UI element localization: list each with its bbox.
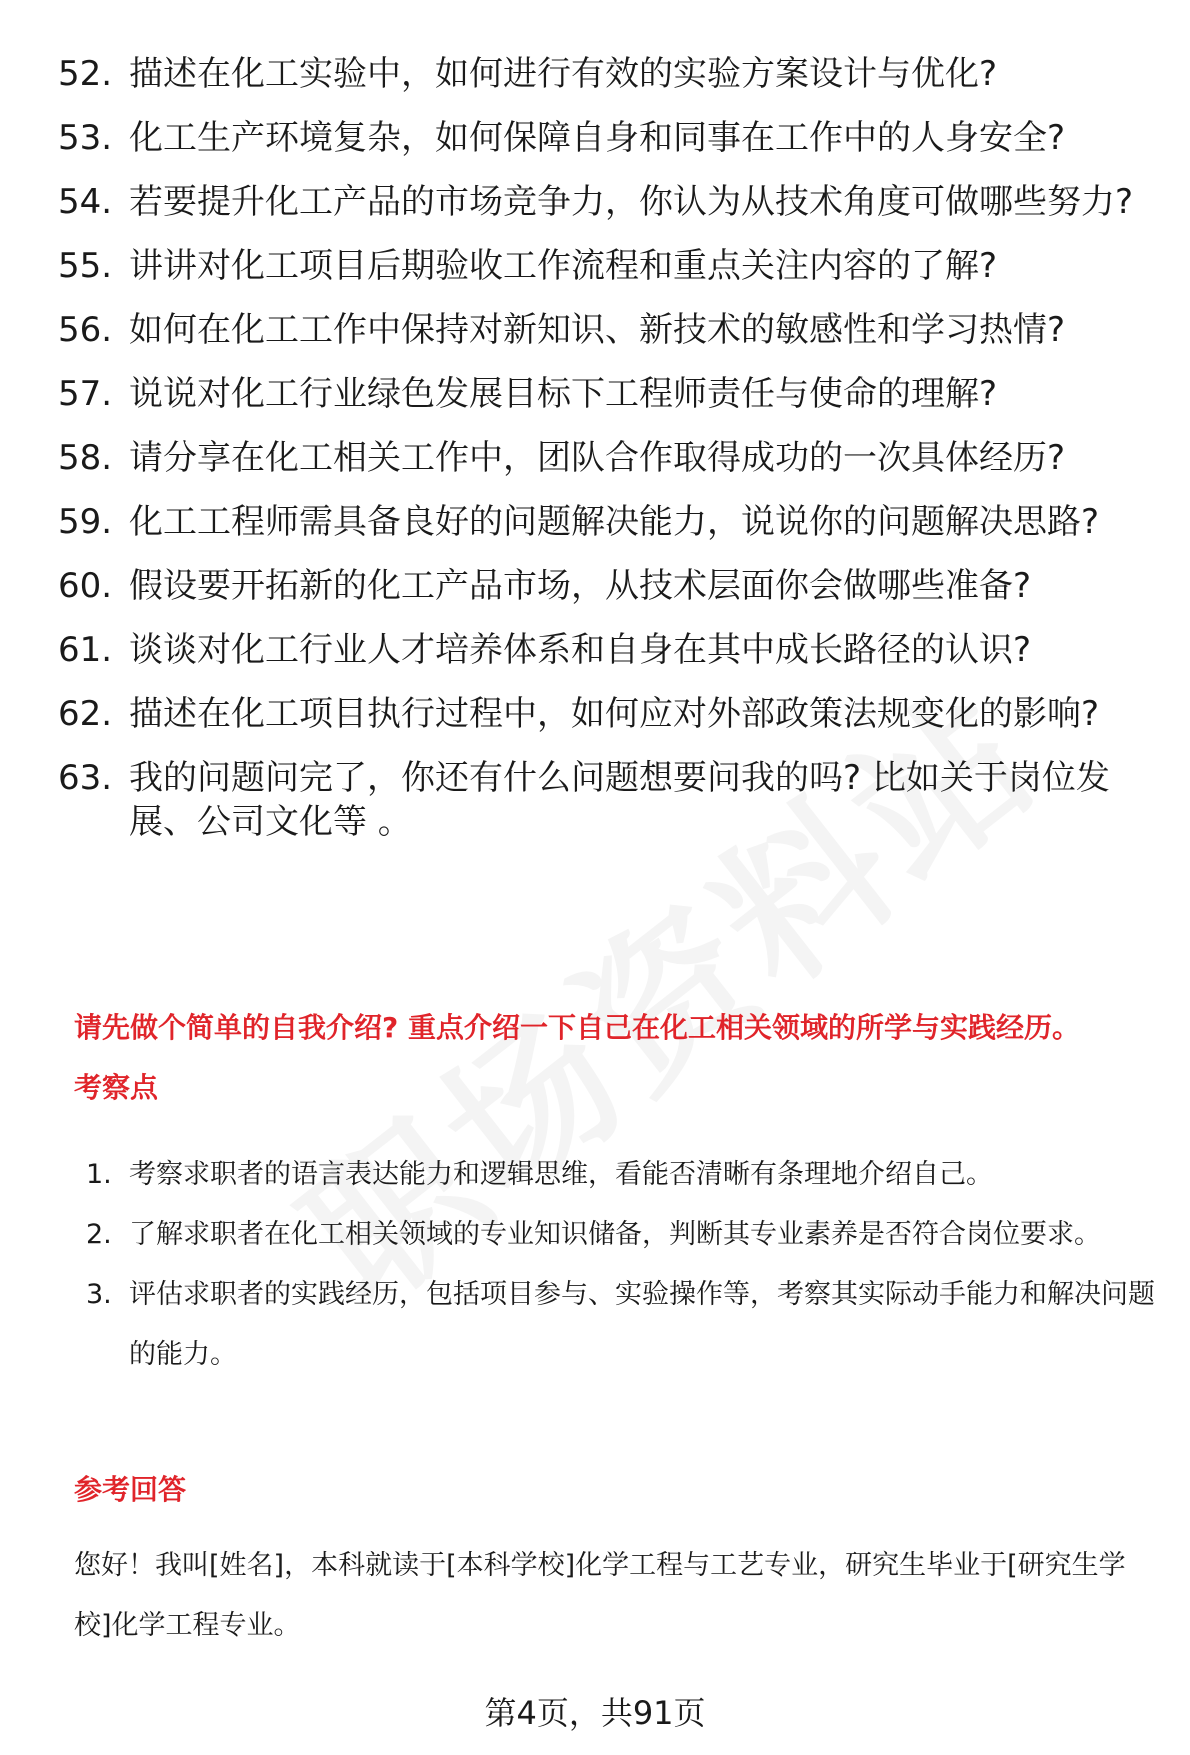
point-number: 2. — [86, 1219, 112, 1250]
question-text: 讲讲对化工项目后期验收工作流程和重点关注内容的了解? — [129, 246, 998, 286]
point-text: 了解求职者在化工相关领域的专业知识储备，判断其专业素养是否符合岗位要求。 — [129, 1219, 1101, 1250]
question-item — [58, 628, 1158, 672]
question-text: 谈谈对化工行业人才培养体系和自身在其中成长路径的认识? — [129, 630, 1032, 670]
question-text: 请分享在化工相关工作中，团队合作取得成功的一次具体经历? — [129, 438, 1066, 478]
list-item — [86, 1265, 1166, 1385]
answer-text: 您好！我叫[姓名]，本科就读于[本科学校]化学工程与工艺专业，研究生毕业于[研究生学校]化学工程专业。 — [74, 1550, 1126, 1641]
points-heading: 考察点 — [74, 1071, 159, 1104]
question-number: 52. — [58, 54, 113, 94]
question-text: 我的问题问完了，你还有什么问题想要问我的吗? 比如关于岗位发展、公司文化等 。 — [129, 758, 1110, 842]
question-item — [58, 372, 1158, 416]
question-text: 描述在化工项目执行过程中，如何应对外部政策法规变化的影响? — [129, 694, 1100, 734]
question-number: 62. — [58, 694, 113, 734]
question-list — [58, 52, 1158, 864]
question-item — [58, 308, 1158, 352]
list-item — [86, 1205, 1166, 1265]
list-item — [86, 1145, 1166, 1205]
question-number: 55. — [58, 246, 113, 286]
point-text: 评估求职者的实践经历，包括项目参与、实验操作等，考察其实际动手能力和解决问题的能力。 — [129, 1279, 1155, 1370]
question-text: 化工工程师需具备良好的问题解决能力，说说你的问题解决思路? — [129, 502, 1100, 542]
question-number: 54. — [58, 182, 113, 222]
question-number: 60. — [58, 566, 113, 606]
question-item — [58, 564, 1158, 608]
assessment-points — [86, 1145, 1166, 1385]
question-text: 假设要开拓新的化工产品市场，从技术层面你会做哪些准备? — [129, 566, 1032, 606]
question-number: 58. — [58, 438, 113, 478]
question-text: 化工生产环境复杂，如何保障自身和同事在工作中的人身安全? — [129, 118, 1066, 158]
question-text: 如何在化工工作中保持对新知识、新技术的敏感性和学习热情? — [129, 310, 1066, 350]
question-item — [58, 244, 1158, 288]
question-item — [58, 500, 1158, 544]
question-item — [58, 180, 1158, 224]
question-number: 63. — [58, 758, 113, 798]
question-item — [58, 756, 1158, 844]
question-number: 57. — [58, 374, 113, 414]
question-number: 61. — [58, 630, 113, 670]
question-number: 53. — [58, 118, 113, 158]
question-number: 56. — [58, 310, 113, 350]
answer-heading: 参考回答 — [74, 1473, 187, 1506]
question-item — [58, 436, 1158, 480]
question-text: 描述在化工实验中，如何进行有效的实验方案设计与优化? — [129, 54, 998, 94]
page-footer: 第4页，共91页 — [484, 1694, 706, 1732]
question-text: 若要提升化工产品的市场竞争力，你认为从技术角度可做哪些努力? — [129, 182, 1134, 222]
question-text: 说说对化工行业绿色发展目标下工程师责任与使命的理解? — [129, 374, 998, 414]
question-item — [58, 52, 1158, 96]
section-title: 请先做个简单的自我介绍? 重点介绍一下自己在化工相关领域的所学与实践经历。 — [74, 1011, 1080, 1044]
point-number: 3. — [86, 1279, 112, 1310]
question-number: 59. — [58, 502, 113, 542]
point-text: 考察求职者的语言表达能力和逻辑思维，看能否清晰有条理地介绍自己。 — [129, 1159, 993, 1190]
question-item — [58, 116, 1158, 160]
point-number: 1. — [86, 1159, 112, 1190]
question-item — [58, 692, 1158, 736]
